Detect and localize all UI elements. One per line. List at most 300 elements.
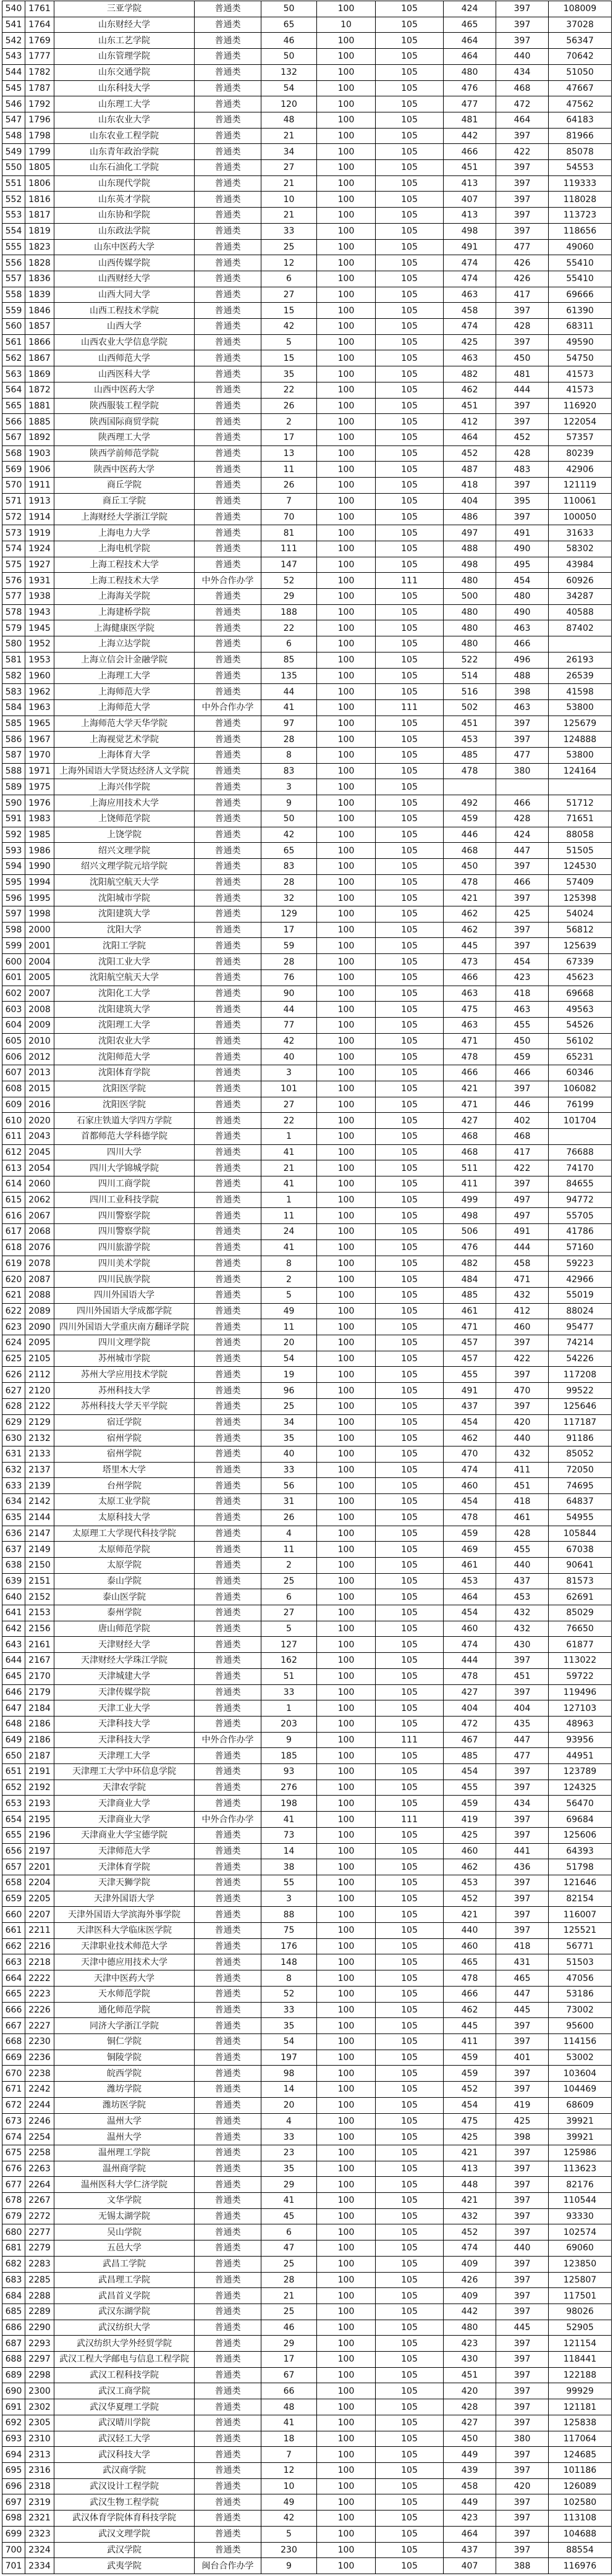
table-cell: 17 xyxy=(261,922,317,938)
table-cell: 474 xyxy=(444,2240,496,2257)
table-cell: 100 xyxy=(317,1843,376,1859)
table-cell: 普通类 xyxy=(195,255,261,271)
table-cell: 425 xyxy=(496,2113,549,2129)
table-cell: 105 xyxy=(376,1907,444,1923)
table-cell: 2254 xyxy=(25,2129,54,2145)
table-row xyxy=(2,2018,612,2034)
table-cell: 29 xyxy=(261,589,317,605)
table-cell: 640 xyxy=(2,1589,25,1605)
table-cell: 643 xyxy=(2,1637,25,1653)
table-row xyxy=(2,2367,612,2383)
table-cell: 516 xyxy=(444,684,496,700)
table-cell: 五邑大学 xyxy=(54,2240,195,2257)
table-cell: 681 xyxy=(2,2240,25,2257)
table-cell: 480 xyxy=(444,64,496,80)
table-cell: 四川旅游学院 xyxy=(54,1239,195,1256)
table-cell: 431 xyxy=(496,1954,549,1970)
table-cell: 466 xyxy=(496,636,549,652)
table-row xyxy=(2,1907,612,1923)
table-row xyxy=(2,1414,612,1430)
table-cell: 676 xyxy=(2,2161,25,2177)
table-row xyxy=(2,1796,612,1812)
table-cell: 380 xyxy=(496,2431,549,2447)
table-row xyxy=(2,192,612,208)
table-cell: 418 xyxy=(496,1938,549,1954)
table-cell: 75 xyxy=(261,1923,317,1939)
table-cell: 491 xyxy=(444,1383,496,1399)
table-cell: 487 xyxy=(444,462,496,478)
table-cell: 2196 xyxy=(25,1827,54,1843)
table-cell: 武汉设计工程学院 xyxy=(54,2478,195,2494)
table-cell: 天津体育学院 xyxy=(54,1859,195,1875)
table-cell: 422 xyxy=(496,144,549,160)
table-cell: 397 xyxy=(496,2462,549,2478)
table-cell: 125398 xyxy=(549,890,612,906)
table-cell: 普通类 xyxy=(195,1224,261,1240)
table-cell: 547 xyxy=(2,112,25,128)
table-cell: 85078 xyxy=(549,144,612,160)
table-cell: 天津天狮学院 xyxy=(54,1875,195,1891)
table-cell: 太原科技大学 xyxy=(54,1510,195,1526)
table-cell: 445 xyxy=(496,2002,549,2018)
table-cell: 9 xyxy=(261,2558,317,2574)
table-cell: 105 xyxy=(376,1383,444,1399)
table-cell: 2013 xyxy=(25,1065,54,1081)
table-cell: 632 xyxy=(2,1462,25,1478)
table-cell: 1769 xyxy=(25,33,54,49)
table-cell: 661 xyxy=(2,1923,25,1939)
table-cell: 478 xyxy=(444,1668,496,1684)
table-cell: 276 xyxy=(261,1780,317,1796)
table-cell: 普通类 xyxy=(195,843,261,859)
table-cell: 120 xyxy=(261,96,317,112)
table-cell: 100 xyxy=(317,795,376,811)
table-cell: 普通类 xyxy=(195,732,261,748)
table-cell: 83 xyxy=(261,858,317,874)
table-cell: 普通类 xyxy=(195,1780,261,1796)
table-row xyxy=(2,1097,612,1113)
table-cell: 58302 xyxy=(549,541,612,557)
table-cell: 124888 xyxy=(549,732,612,748)
table-cell: 41598 xyxy=(549,684,612,700)
table-cell: 普通类 xyxy=(195,2208,261,2224)
table-cell: 422 xyxy=(496,1160,549,1176)
table-cell: 100 xyxy=(317,1859,376,1875)
table-cell: 472 xyxy=(444,1716,496,1732)
table-cell: 397 xyxy=(496,1907,549,1923)
table-cell: 上海兴伟学院 xyxy=(54,779,195,795)
table-cell: 1796 xyxy=(25,112,54,128)
table-row xyxy=(2,478,612,494)
table-cell: 普通类 xyxy=(195,429,261,446)
table-cell: 沈阳体育学院 xyxy=(54,1065,195,1081)
table-cell: 105 xyxy=(376,1827,444,1843)
table-row xyxy=(2,2383,612,2399)
table-cell: 564 xyxy=(2,382,25,398)
table-cell: 472 xyxy=(496,96,549,112)
table-cell: 444 xyxy=(444,1653,496,1669)
table-row xyxy=(2,2002,612,2018)
table-cell: 398 xyxy=(496,684,549,700)
table-cell: 105 xyxy=(376,2558,444,2574)
table-cell: 397 xyxy=(496,1,549,17)
table-row xyxy=(2,1018,612,1034)
table-cell: 105 xyxy=(376,239,444,255)
table-cell: 100 xyxy=(317,1128,376,1144)
table-cell: 397 xyxy=(496,2161,549,2177)
table-cell: 1960 xyxy=(25,668,54,684)
table-cell: 41 xyxy=(261,1812,317,1828)
table-row xyxy=(2,843,612,859)
table-cell: 57409 xyxy=(549,874,612,890)
table-cell: 105 xyxy=(376,811,444,827)
table-cell: 普通类 xyxy=(195,223,261,239)
table-row xyxy=(2,175,612,192)
table-cell: 100 xyxy=(317,2113,376,2129)
table-cell: 105 xyxy=(376,1049,444,1065)
table-row xyxy=(2,589,612,605)
table-cell: 105 xyxy=(376,969,444,986)
table-cell: 452 xyxy=(444,2082,496,2098)
table-cell: 59722 xyxy=(549,1668,612,1684)
table-row xyxy=(2,2431,612,2447)
table-row xyxy=(2,1748,612,1764)
table-cell: 普通类 xyxy=(195,1239,261,1256)
table-cell: 432 xyxy=(496,1446,549,1462)
table-cell: 492 xyxy=(444,795,496,811)
table-cell: 28 xyxy=(261,2272,317,2288)
table-cell: 普通类 xyxy=(195,763,261,779)
table-cell: 601 xyxy=(2,969,25,986)
table-cell: 105 xyxy=(376,1954,444,1970)
table-cell: 552 xyxy=(2,192,25,208)
table-cell: 57160 xyxy=(549,1239,612,1256)
table-cell: 490 xyxy=(496,604,549,620)
table-cell: 山西医科大学 xyxy=(54,366,195,382)
table-cell: 397 xyxy=(496,1684,549,1700)
table-cell: 397 xyxy=(496,1875,549,1891)
table-cell: 446 xyxy=(444,827,496,843)
table-cell: 53002 xyxy=(549,2050,612,2066)
table-cell: 682 xyxy=(2,2256,25,2272)
table-cell: 100 xyxy=(317,620,376,636)
table-cell: 1782 xyxy=(25,64,54,80)
table-cell: 四川外国语大学 xyxy=(54,1287,195,1303)
table-cell: 465 xyxy=(444,17,496,33)
table-cell: 462 xyxy=(444,1859,496,1875)
table-cell: 449 xyxy=(444,2447,496,2463)
table-cell: 100 xyxy=(317,1526,376,1542)
table-cell: 665 xyxy=(2,1986,25,2002)
table-cell: 579 xyxy=(2,620,25,636)
table-cell: 478 xyxy=(444,1510,496,1526)
table-cell: 460 xyxy=(444,1938,496,1954)
table-cell: 450 xyxy=(496,350,549,366)
table-cell: 446 xyxy=(496,1097,549,1113)
table-cell: 105 xyxy=(376,557,444,573)
table-cell: 412 xyxy=(444,414,496,430)
table-cell: 天津财经大学珠江学院 xyxy=(54,1653,195,1669)
table-cell: 481 xyxy=(496,366,549,382)
table-cell: 117208 xyxy=(549,1367,612,1383)
table-cell: 605 xyxy=(2,1033,25,1049)
table-cell: 1913 xyxy=(25,493,54,509)
table-cell: 50 xyxy=(261,811,317,827)
table-cell: 100 xyxy=(317,1287,376,1303)
table-cell: 2009 xyxy=(25,1018,54,1034)
table-cell: 普通类 xyxy=(195,2352,261,2368)
table-cell: 普通类 xyxy=(195,716,261,732)
table-cell: 588 xyxy=(2,763,25,779)
table-cell: 100 xyxy=(317,2193,376,2209)
table-cell: 41573 xyxy=(549,382,612,398)
table-cell: 42 xyxy=(261,1033,317,1049)
table-cell: 49590 xyxy=(549,334,612,350)
table-cell: 90 xyxy=(261,986,317,1002)
table-cell: 614 xyxy=(2,1176,25,1193)
table-cell: 普通类 xyxy=(195,1335,261,1351)
table-cell: 100 xyxy=(317,1192,376,1208)
table-cell: 76688 xyxy=(549,1144,612,1160)
table-cell: 29 xyxy=(261,2177,317,2193)
table-cell: 404 xyxy=(496,1700,549,1717)
table-cell: 475 xyxy=(444,1002,496,1018)
table-cell: 武汉科技大学 xyxy=(54,2447,195,2463)
table-cell: 9 xyxy=(261,1732,317,1748)
table-cell: 51050 xyxy=(549,64,612,80)
table-cell: 561 xyxy=(2,334,25,350)
table-cell: 440 xyxy=(496,1557,549,1573)
table-cell: 23 xyxy=(261,2145,317,2161)
table-cell: 105 xyxy=(376,1716,444,1732)
table-cell: 100 xyxy=(317,1081,376,1097)
table-cell: 1965 xyxy=(25,716,54,732)
table-cell: 105 xyxy=(376,779,444,795)
table-cell: 442 xyxy=(444,128,496,144)
table-cell: 100 xyxy=(317,525,376,541)
table-row xyxy=(2,2288,612,2304)
table-cell: 105 xyxy=(376,144,444,160)
table-cell: 2020 xyxy=(25,1113,54,1129)
table-cell: 1823 xyxy=(25,239,54,255)
table-cell: 88554 xyxy=(549,2542,612,2558)
table-cell: 33 xyxy=(261,2129,317,2145)
table-cell: 105 xyxy=(376,2494,444,2511)
table-row xyxy=(2,1716,612,1732)
table-row xyxy=(2,1081,612,1097)
table-row xyxy=(2,414,612,430)
table-cell: 天津理工大学中环信息学院 xyxy=(54,1764,195,1780)
table-cell: 455 xyxy=(496,1018,549,1034)
table-cell: 397 xyxy=(496,1764,549,1780)
table-cell: 四川外国语大学重庆南方翻译学院 xyxy=(54,1319,195,1335)
table-cell: 647 xyxy=(2,1700,25,1717)
table-cell: 590 xyxy=(2,795,25,811)
table-cell: 12 xyxy=(261,2462,317,2478)
table-row xyxy=(2,2224,612,2240)
table-cell: 480 xyxy=(444,2320,496,2336)
table-cell: 温州医科大学仁济学院 xyxy=(54,2177,195,2193)
table-cell: 444 xyxy=(496,1239,549,1256)
table-cell: 11 xyxy=(261,1542,317,1558)
table-cell: 100 xyxy=(317,319,376,335)
table-cell: 541 xyxy=(2,17,25,33)
table-cell: 普通类 xyxy=(195,462,261,478)
table-cell: 33 xyxy=(261,223,317,239)
table-cell: 太原工业学院 xyxy=(54,1494,195,1510)
table-cell: 594 xyxy=(2,858,25,874)
table-cell: 武汉东湖学院 xyxy=(54,2304,195,2320)
table-cell: 105 xyxy=(376,636,444,652)
table-cell: 普通类 xyxy=(195,1113,261,1129)
table-row xyxy=(2,2066,612,2082)
table-cell: 2298 xyxy=(25,2367,54,2383)
table-cell: 105 xyxy=(376,2050,444,2066)
table-cell: 4 xyxy=(261,1526,317,1542)
table-cell: 397 xyxy=(496,2208,549,2224)
table-cell: 698 xyxy=(2,2511,25,2527)
table-cell: 105 xyxy=(376,366,444,382)
table-cell: 397 xyxy=(496,192,549,208)
table-cell: 124164 xyxy=(549,763,612,779)
table-cell: 498 xyxy=(444,1208,496,1224)
table-cell: 511 xyxy=(444,1160,496,1176)
table-cell: 454 xyxy=(444,1494,496,1510)
table-cell: 普通类 xyxy=(195,1526,261,1542)
table-cell: 105 xyxy=(376,906,444,923)
table-cell: 100 xyxy=(317,843,376,859)
table-cell: 121181 xyxy=(549,2399,612,2415)
table-cell: 581 xyxy=(2,652,25,668)
table-cell: 铜陵学院 xyxy=(54,2050,195,2066)
table-cell: 13 xyxy=(261,446,317,462)
table-cell: 105 xyxy=(376,1478,444,1494)
table-cell: 458 xyxy=(444,2478,496,2494)
table-cell: 2012 xyxy=(25,1049,54,1065)
table-cell: 100 xyxy=(317,1954,376,1970)
table-cell: 2305 xyxy=(25,2415,54,2431)
table-cell: 97 xyxy=(261,716,317,732)
table-cell: 42906 xyxy=(549,462,612,478)
table-cell: 2300 xyxy=(25,2383,54,2399)
table-cell: 105 xyxy=(376,2208,444,2224)
table-cell: 70 xyxy=(261,509,317,525)
table-row xyxy=(2,1430,612,1446)
table-cell: 中外合作办学 xyxy=(195,699,261,716)
table-cell: 450 xyxy=(444,2431,496,2447)
table-cell: 397 xyxy=(496,1923,549,1939)
table-cell: 34 xyxy=(261,144,317,160)
table-cell: 104469 xyxy=(549,2082,612,2098)
table-cell: 1938 xyxy=(25,589,54,605)
table-cell: 103604 xyxy=(549,2066,612,2082)
table-cell: 普通类 xyxy=(195,906,261,923)
table-cell: 45623 xyxy=(549,969,612,986)
table-cell: 100 xyxy=(317,1812,376,1828)
table-cell: 2153 xyxy=(25,1605,54,1621)
table-cell: 1906 xyxy=(25,462,54,478)
table-row xyxy=(2,1049,612,1065)
table-cell: 483 xyxy=(496,462,549,478)
table-cell: 127 xyxy=(261,1637,317,1653)
table-cell: 595 xyxy=(2,874,25,890)
table-cell: 普通类 xyxy=(195,1351,261,1367)
table-cell: 659 xyxy=(2,1891,25,1907)
table-cell: 普通类 xyxy=(195,2034,261,2050)
table-cell: 100 xyxy=(317,1780,376,1796)
table-cell: 612 xyxy=(2,1144,25,1160)
table-cell: 397 xyxy=(496,2272,549,2288)
table-cell: 423 xyxy=(444,2336,496,2352)
table-cell: 689 xyxy=(2,2367,25,2383)
table-cell: 93956 xyxy=(549,1732,612,1748)
table-cell: 105 xyxy=(376,2542,444,2558)
table-cell: 11 xyxy=(261,1208,317,1224)
table-cell: 普通类 xyxy=(195,1462,261,1478)
table-cell: 81573 xyxy=(549,1573,612,1589)
table-cell: 397 xyxy=(496,2082,549,2098)
table-cell: 普通类 xyxy=(195,17,261,33)
table-cell: 432 xyxy=(496,1287,549,1303)
table-cell: 90641 xyxy=(549,1557,612,1573)
table-cell: 2 xyxy=(261,414,317,430)
table-cell: 100 xyxy=(317,1224,376,1240)
table-cell: 576 xyxy=(2,573,25,589)
table-cell: 417 xyxy=(496,1144,549,1160)
table-cell: 20 xyxy=(261,1335,317,1351)
table-cell: 667 xyxy=(2,2018,25,2034)
table-cell: 105 xyxy=(376,350,444,366)
table-cell: 普通类 xyxy=(195,748,261,764)
table-cell: 568 xyxy=(2,446,25,462)
table-cell: 41 xyxy=(261,1144,317,1160)
table-cell: 100 xyxy=(317,890,376,906)
table-cell: 2324 xyxy=(25,2542,54,2558)
table-cell: 武夷学院 xyxy=(54,2558,195,2574)
table-cell: 100 xyxy=(317,2208,376,2224)
table-row xyxy=(2,732,612,748)
table-cell: 542 xyxy=(2,33,25,49)
table-cell: 普通类 xyxy=(195,620,261,636)
table-cell: 447 xyxy=(496,843,549,859)
table-cell: 641 xyxy=(2,1605,25,1621)
table-cell: 上海师范大学 xyxy=(54,684,195,700)
table-cell: 397 xyxy=(496,334,549,350)
table-cell: 397 xyxy=(496,1081,549,1097)
table-cell: 山东农业工程学院 xyxy=(54,128,195,144)
table-cell: 463 xyxy=(496,620,549,636)
table-cell: 118028 xyxy=(549,192,612,208)
table-cell: 35 xyxy=(261,2161,317,2177)
table-cell: 天津师范大学 xyxy=(54,1843,195,1859)
table-cell: 普通类 xyxy=(195,1128,261,1144)
table-cell: 437 xyxy=(496,1573,549,1589)
table-row xyxy=(2,334,612,350)
table-cell: 100 xyxy=(317,636,376,652)
table-cell: 41 xyxy=(261,2193,317,2209)
table-cell: 6 xyxy=(261,636,317,652)
table-cell: 669 xyxy=(2,2050,25,2066)
table-cell: 449 xyxy=(444,2494,496,2511)
table-cell: 56771 xyxy=(549,1938,612,1954)
table-cell: 100 xyxy=(317,1033,376,1049)
table-cell: 文华学院 xyxy=(54,2193,195,2209)
table-cell: 450 xyxy=(444,858,496,874)
table-cell: 2272 xyxy=(25,2208,54,2224)
table-cell: 100 xyxy=(317,239,376,255)
table-cell: 普通类 xyxy=(195,1494,261,1510)
table-cell: 649 xyxy=(2,1732,25,1748)
